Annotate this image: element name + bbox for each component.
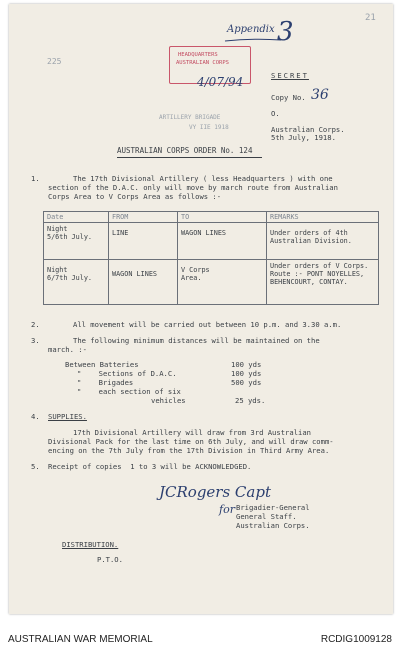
footer-institution: AUSTRALIAN WAR MEMORIAL	[8, 634, 153, 645]
para4-line-3: encing on the 7th July from the 17th Division in Third Army Area.	[48, 446, 330, 455]
page-number: 21	[365, 13, 376, 23]
table-header-row	[44, 212, 379, 223]
distance-value-5: 25 yds.	[235, 396, 266, 405]
table-row	[44, 223, 379, 260]
appendix-label: Appendix	[227, 24, 275, 35]
stamp-line-1: HEADQUARTERS	[178, 52, 218, 58]
para2-text: All movement will be carried out between 10 p.m. and 3.30 a.m.	[73, 320, 342, 329]
para2-number: 2.	[31, 320, 40, 329]
para4-heading: SUPPLIES.	[48, 412, 87, 421]
distribution-pto: P.T.O.	[97, 555, 123, 564]
distance-value-3: 500 yds	[231, 378, 262, 387]
row2-to: V Corps Area.	[178, 260, 267, 305]
para5-number: 5.	[31, 462, 40, 471]
distance-label-3: " Brigades	[77, 378, 134, 387]
row1-to: WAGON LINES	[178, 223, 267, 260]
para3-line-1: The following minimum distances will be maintained on the	[73, 336, 320, 345]
pencil-number: 225	[47, 57, 62, 66]
order-date: 5th July, 1918.	[271, 133, 336, 142]
row2-date: Night 6/7th July.	[44, 260, 109, 305]
para1-line-2: section of the D.A.C. only will move by march route from Australian	[48, 183, 338, 192]
issuer: Australian Corps.	[271, 125, 345, 134]
document-page	[9, 4, 393, 614]
para3-line-2: march. :-	[48, 345, 87, 354]
para3-number: 3.	[31, 336, 40, 345]
distance-label-1: Between Batteries	[65, 360, 139, 369]
appendix-number: 3	[277, 17, 294, 47]
movement-table	[43, 211, 379, 305]
para1-number: 1.	[31, 174, 40, 183]
title-underline	[117, 157, 262, 158]
footer-record-id: RCDIG1009128	[320, 634, 392, 645]
para1-line-3: Corps Area to V Corps Area as follows :-	[48, 192, 222, 201]
stamp-line-2: AUSTRALIAN CORPS	[176, 60, 229, 66]
distance-label-2: " Sections of D.A.C.	[77, 369, 177, 378]
o-label: O.	[271, 109, 280, 118]
header-date: Date	[44, 212, 109, 223]
signature-handwritten: JCRogers Capt	[159, 483, 271, 501]
header-remarks: REMARKS	[267, 212, 379, 223]
para4-line-1: 17th Divisional Artillery will draw from 3rd Australian	[73, 428, 311, 437]
row2-remarks: Under orders of V Corps. Route :- PONT NOYELLES, BEHENCOURT, CONTAY.	[267, 260, 379, 305]
distance-label-5: vehicles	[151, 396, 186, 405]
signature-line-1: Brigadier-General	[236, 503, 310, 512]
signature-line-3: Australian Corps.	[236, 521, 310, 530]
order-title: AUSTRALIAN CORPS ORDER No. 124	[117, 146, 253, 155]
copy-label: Copy No.	[271, 93, 306, 102]
row1-remarks: Under orders of 4th Australian Division.	[267, 223, 379, 260]
signature-line-2: General Staff.	[236, 512, 297, 521]
faint-line-2: VY IIE 1918	[189, 124, 229, 131]
table-row	[44, 260, 379, 305]
row1-from: LINE	[109, 223, 178, 260]
para4-line-2: Divisional Pack for the last time on 6th July, and will draw comm-	[48, 437, 334, 446]
distribution-heading: DISTRIBUTION.	[62, 540, 119, 549]
stamp-handwritten-number: 4/07/94	[197, 75, 244, 89]
distance-value-2: 100 yds	[231, 369, 262, 378]
distance-value-1: 100 yds	[231, 360, 262, 369]
faint-line-1: ARTILLERY BRIGADE	[159, 114, 221, 121]
para5-text: Receipt of copies 1 to 3 will be ACKNOWLEDGED.	[48, 462, 252, 471]
signature-for: for	[219, 503, 235, 516]
row2-from: WAGON LINES	[109, 260, 178, 305]
header-to: TO	[178, 212, 267, 223]
copy-number: 36	[311, 87, 329, 103]
para4-number: 4.	[31, 412, 40, 421]
header-from: FROM	[109, 212, 178, 223]
distance-label-4: " each section of six	[77, 387, 181, 396]
appendix-underline	[223, 37, 283, 43]
para1-line-1: The 17th Divisional Artillery ( less Headquarters ) with one	[73, 174, 333, 183]
row1-date: Night 5/6th July.	[44, 223, 109, 260]
classification: SECRET	[271, 71, 309, 80]
